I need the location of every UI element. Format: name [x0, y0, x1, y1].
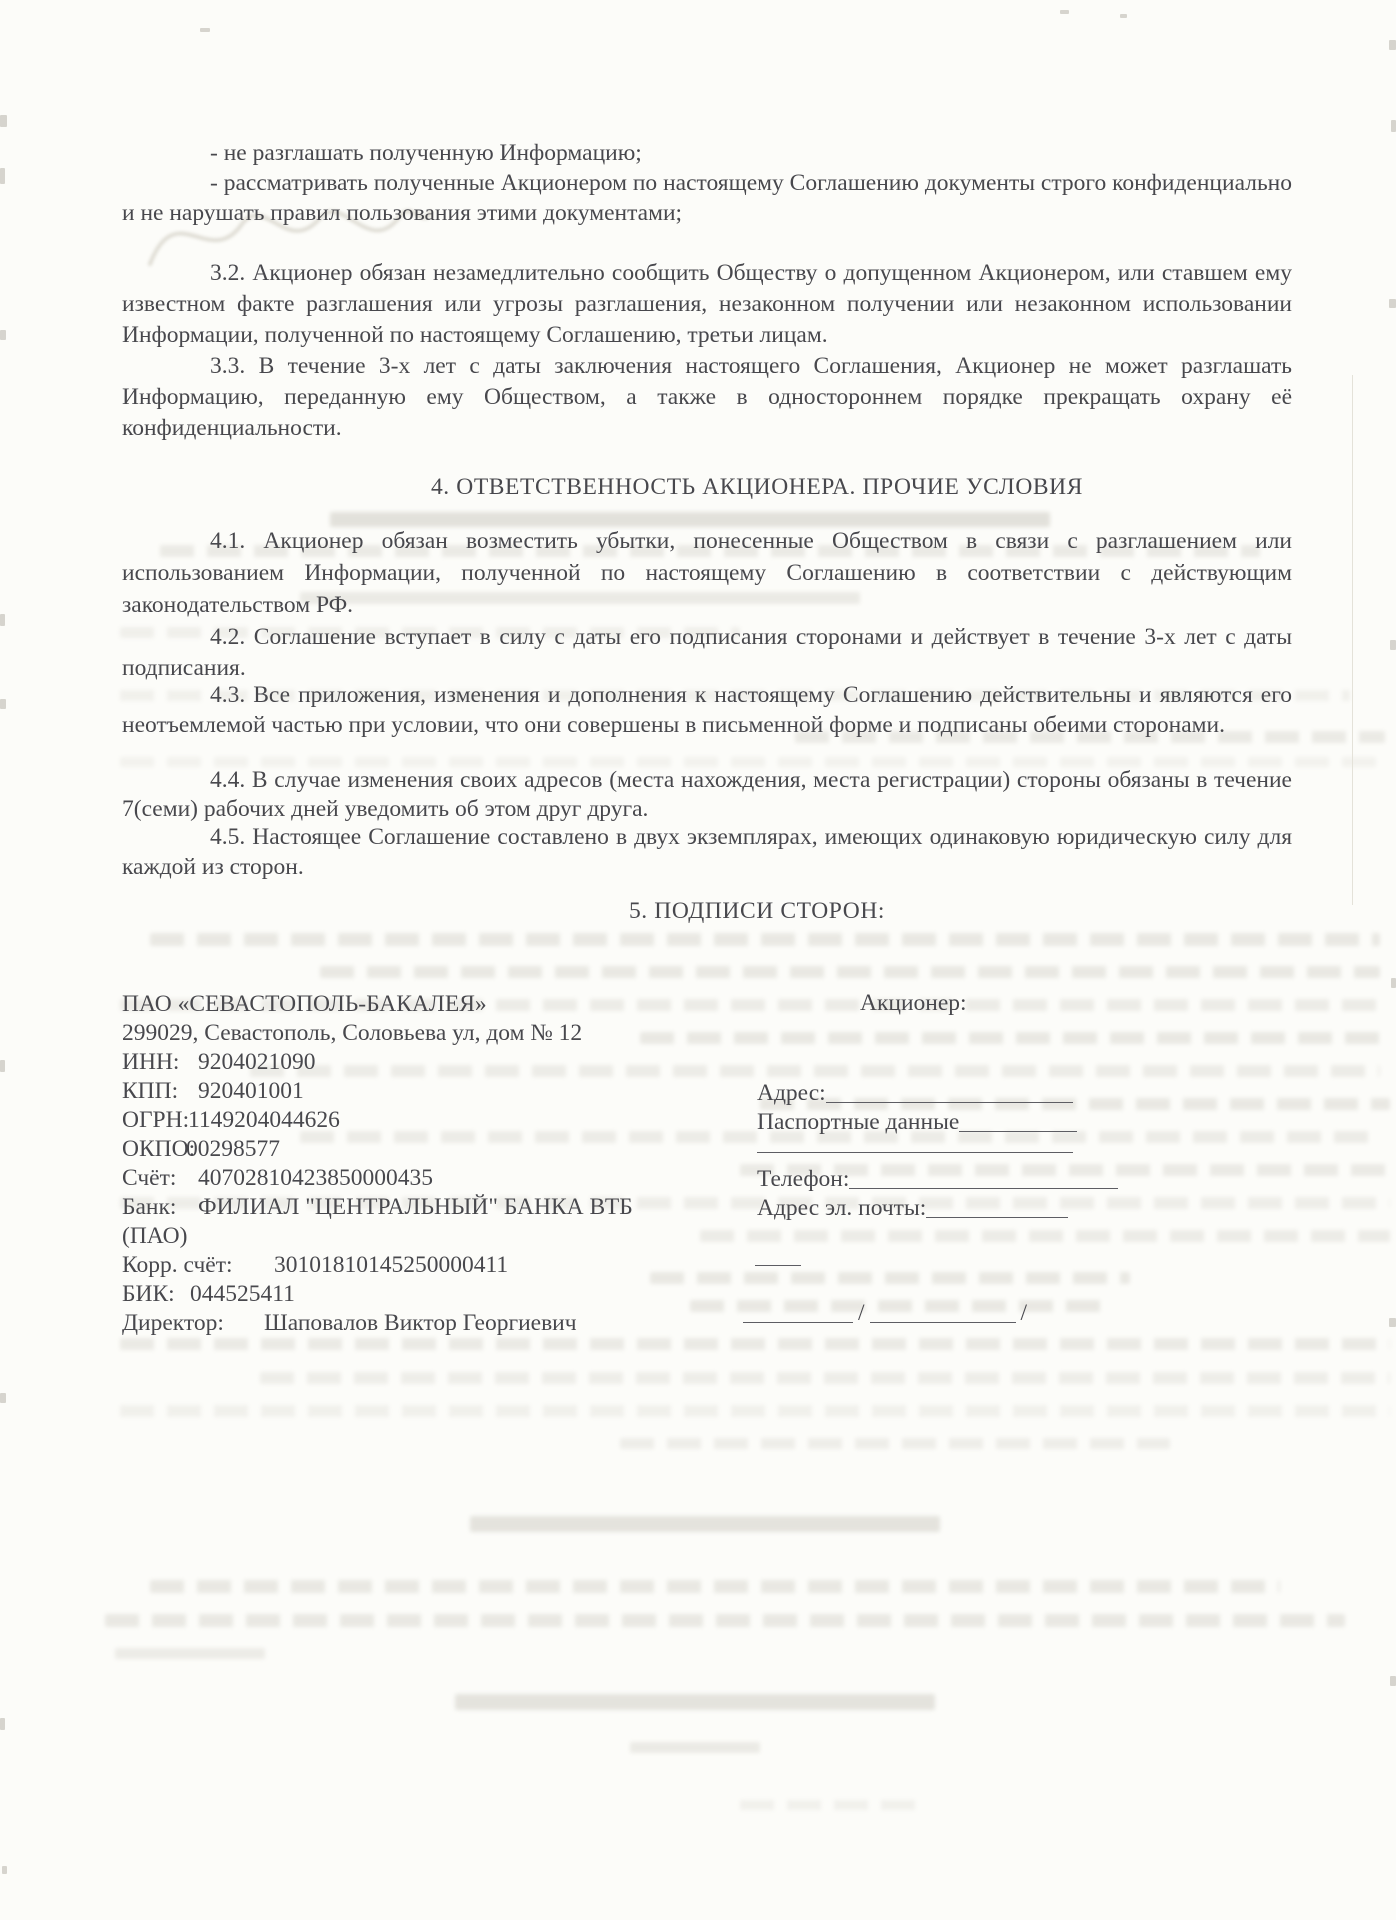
detail-value: 1149204044626	[188, 1107, 340, 1133]
scan-artifact-speck	[1060, 10, 1069, 14]
scan-artifact-speck	[200, 28, 210, 32]
ghost-text-smudge	[630, 1742, 760, 1753]
scan-artifact-speck	[0, 1393, 6, 1403]
detail-label: Счёт:	[122, 1165, 177, 1191]
clause-bullet-1: - не разглашать полученную Информацию;	[210, 140, 642, 166]
detail-label: ОКПО:	[122, 1136, 196, 1162]
signature-separator: /	[858, 1300, 865, 1326]
shareholder-title: Акционер:	[860, 990, 967, 1016]
company-detail-row	[122, 1309, 742, 1338]
detail-label: КПП:	[122, 1078, 179, 1104]
clause-4-2: 4.2. Соглашение вступает в силу с даты его подписания сторонами и действует в течение 3-х лет с даты подписания.	[122, 624, 1292, 681]
signature-separator: /	[1020, 1300, 1028, 1326]
section-5-title: 5. ПОДПИСИ СТОРОН:	[628, 898, 886, 924]
ghost-text-smudge	[640, 1032, 1380, 1044]
stray-blank-line	[755, 1243, 801, 1269]
scan-artifact-speck	[1389, 1318, 1396, 1327]
scan-artifact-speck	[0, 614, 5, 626]
scan-artifact-speck	[1390, 640, 1396, 650]
company-detail-row	[122, 1077, 742, 1106]
detail-label: (ПАО)	[122, 1223, 188, 1249]
scan-artifact-speck	[1389, 299, 1396, 308]
ghost-text-smudge	[620, 1438, 1170, 1449]
short-blank-line	[755, 1243, 801, 1266]
detail-label: БИК:	[122, 1281, 175, 1307]
ghost-text-smudge	[150, 933, 1380, 946]
company-detail-row	[122, 1164, 742, 1193]
ghost-text-smudge	[260, 1372, 1390, 1384]
ghost-text-smudge	[120, 1405, 1390, 1417]
phone-blank-line	[849, 1166, 1118, 1189]
company-detail-row	[122, 1048, 742, 1077]
detail-value: 9204021090	[198, 1049, 316, 1075]
phone-label: Телефон:	[757, 1166, 850, 1192]
scan-artifact-speck	[0, 168, 5, 184]
company-detail-row	[122, 1106, 742, 1135]
scan-artifact-speck	[0, 1060, 5, 1072]
company-detail-row	[122, 1222, 742, 1251]
ghost-text-smudge	[120, 1338, 1390, 1350]
shareholder-email-field	[757, 1195, 1068, 1221]
company-detail-row	[122, 1193, 742, 1222]
scan-artifact-speck	[1391, 120, 1396, 132]
detail-value: 40702810423850000435	[198, 1165, 433, 1191]
scan-artifact-speck	[0, 1718, 5, 1730]
passport-blank-line	[959, 1109, 1077, 1132]
scan-artifact-speck	[0, 699, 6, 709]
detail-value: 920401001	[198, 1078, 304, 1104]
ghost-text-smudge	[150, 1580, 1280, 1593]
clause-4-1: 4.1. Акционер обязан возместить убытки, понесенные Обществом в связи с разглашением или использованием Информации, полученной по настоящему Соглашению в соответствии с действующим законодательством РФ.	[122, 528, 1292, 618]
blank-line	[757, 1130, 1073, 1153]
section-4-title: 4. ОТВЕТСТВЕННОСТЬ АКЦИОНЕРА. ПРОЧИЕ УСЛОВИЯ	[430, 474, 1084, 500]
ghost-text-smudge	[740, 1800, 920, 1810]
scan-artifact-speck	[1389, 40, 1396, 50]
ghost-text-smudge	[105, 1614, 1345, 1627]
company-address: 299029, Севастополь, Соловьева ул, дом № 12	[122, 1020, 583, 1046]
scan-artifact-speck	[0, 330, 6, 340]
scan-artifact-speck	[1120, 14, 1127, 18]
scan-artifact-speck	[0, 115, 7, 127]
passport-label: Паспортные данные	[757, 1109, 960, 1135]
scan-artifact-speck	[1390, 1676, 1396, 1686]
shareholder-phone-field	[757, 1166, 1118, 1192]
detail-label: Корр. счёт:	[122, 1252, 233, 1278]
ghost-text-smudge	[470, 1516, 940, 1532]
company-requisites	[122, 990, 742, 1338]
company-name: ПАО «СЕВАСТОПОЛЬ-БАКАЛЕЯ»	[122, 991, 487, 1017]
detail-label: Банк:	[122, 1194, 177, 1220]
shareholder-address-field	[757, 1080, 1073, 1106]
detail-label: Директор:	[122, 1310, 224, 1336]
clause-4-5: 4.5. Настоящее Соглашение составлено в двух экземплярах, имеющих одинаковую юридическую силу для каждой из сторон.	[122, 824, 1292, 880]
detail-value: 00298577	[186, 1136, 280, 1162]
signature-blank-line	[743, 1300, 853, 1323]
scan-artifact-speck	[2, 1866, 7, 1874]
email-label: Адрес эл. почты:	[757, 1195, 927, 1221]
ghost-text-smudge	[115, 1648, 265, 1659]
detail-label: ИНН:	[122, 1049, 180, 1075]
clause-4-4: 4.4. В случае изменения своих адресов (места нахождения, места регистрации) стороны обязаны в течение 7(семи) рабочих дней уведомить об этом друг друга.	[122, 767, 1292, 822]
detail-label: ОГРН:	[122, 1107, 190, 1133]
paper-fold-line	[1352, 375, 1353, 905]
clause-bullet-2: - рассматривать полученные Акционером по настоящему Соглашению документы строго конфиденциально и не нарушать правил пользования этими документами;	[122, 170, 1292, 226]
ghost-text-smudge	[700, 1230, 1390, 1242]
clause-4-3: 4.3. Все приложения, изменения и дополнения к настоящему Соглашению действительны и являются его неотъемлемой частью при условии, что они совершены в письменной форме и подписаны обеими сторонами.	[122, 682, 1292, 738]
detail-value: Шаповалов Виктор Георгиевич	[264, 1310, 577, 1336]
ghost-text-smudge	[455, 1694, 935, 1710]
company-detail-row	[122, 1251, 742, 1280]
company-details	[122, 1048, 742, 1338]
email-blank-line	[926, 1195, 1068, 1218]
address-label: Адрес:	[757, 1080, 826, 1106]
detail-value: 044525411	[190, 1281, 295, 1307]
detail-value: ФИЛИАЛ "ЦЕНТРАЛЬНЫЙ" БАНКА ВТБ	[198, 1194, 633, 1220]
company-detail-row	[122, 1280, 742, 1309]
company-detail-row	[122, 1135, 742, 1164]
scan-artifact-speck	[1391, 978, 1396, 988]
shareholder-passport-continuation	[757, 1130, 1073, 1156]
detail-value: 30101810145250000411	[274, 1252, 509, 1278]
signature-row	[743, 1300, 1053, 1326]
ghost-text-smudge	[320, 966, 1380, 978]
clause-3-2: 3.2. Акционер обязан незамедлительно сообщить Обществу о допущенном Акционером, или ставшем ему известном факте разглашения или угрозы разглашения, незаконном получении или незаконном использовании Информации, полученной по настоящему Соглашению, третьи лицам.	[122, 260, 1292, 348]
clause-3-3: 3.3. В течение 3-х лет с даты заключения настоящего Соглашения, Акционер не может разглашать Информацию, переданную ему Обществом, а также в одностороннем порядке прекращать охрану её конфиденциальности.	[122, 353, 1292, 441]
signature-name-blank-line	[870, 1300, 1016, 1323]
address-blank-line	[826, 1080, 1073, 1103]
